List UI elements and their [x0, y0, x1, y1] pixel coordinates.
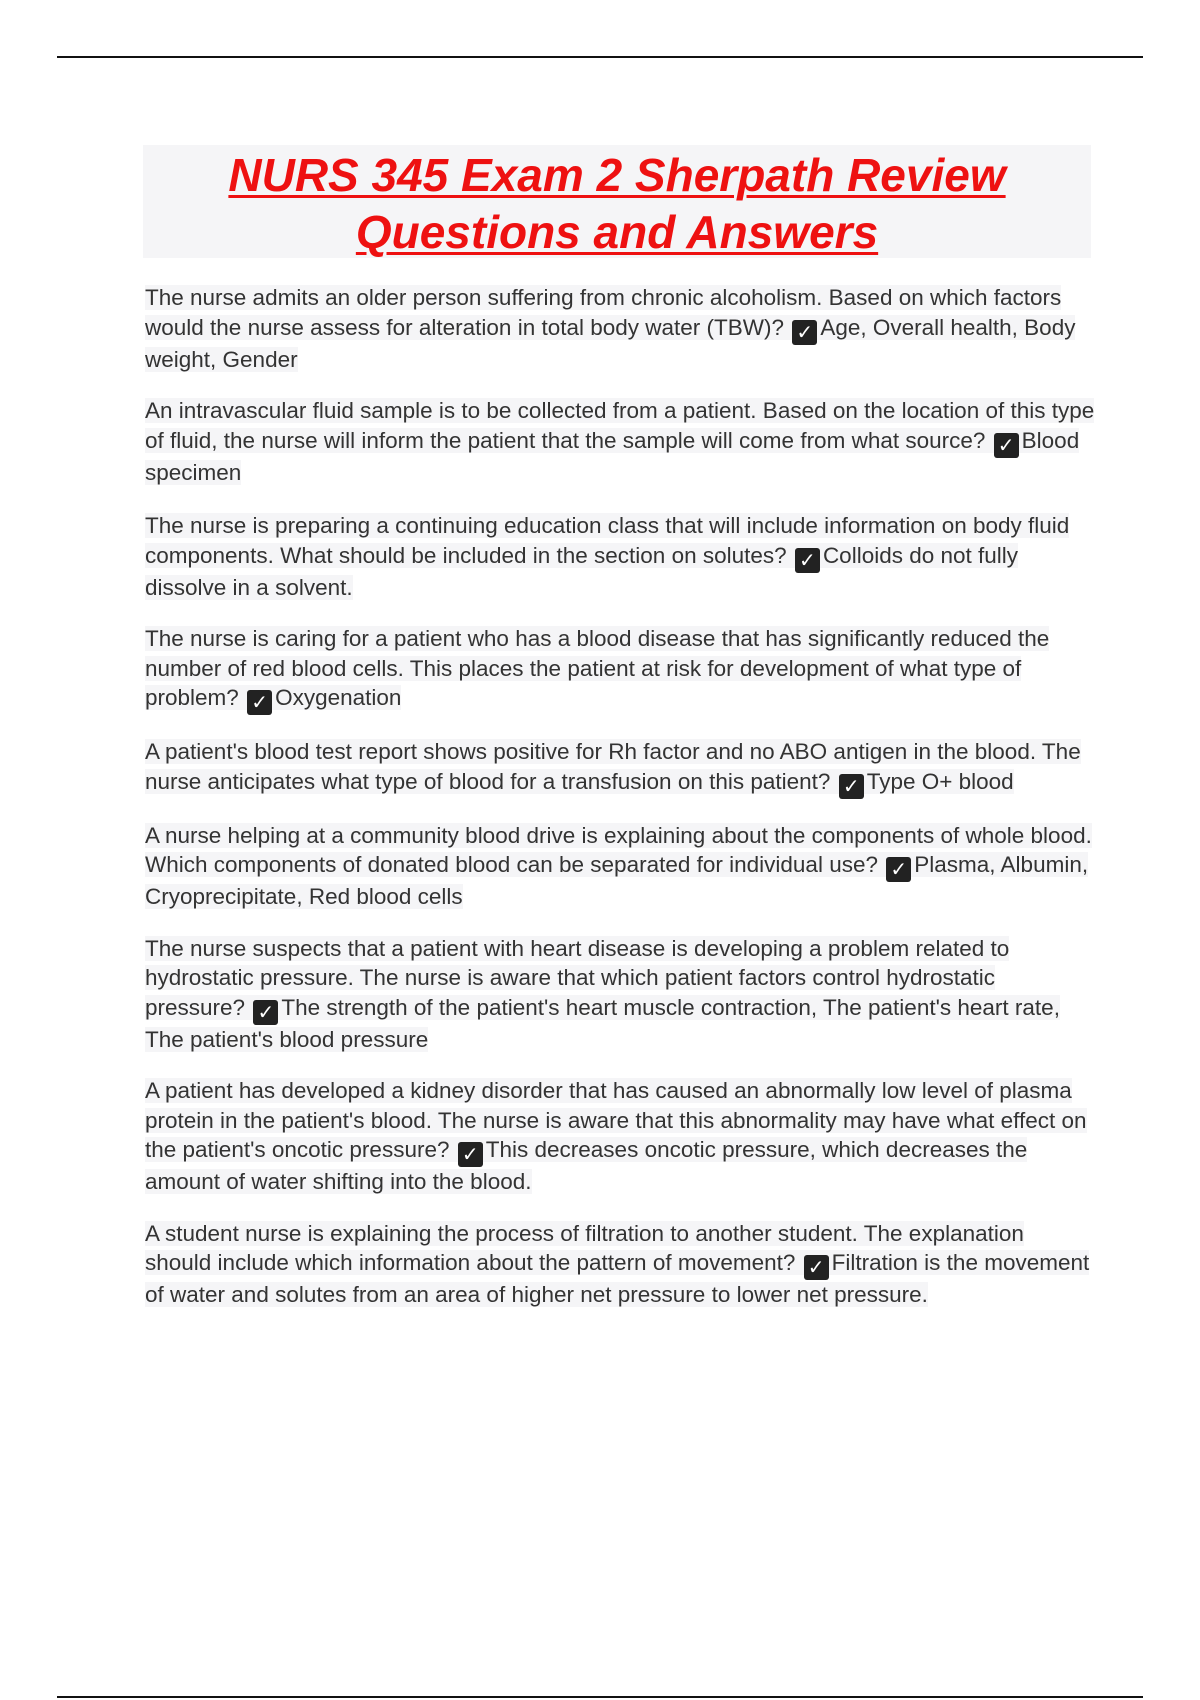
answer-text: Type O+ blood: [866, 768, 1014, 794]
answer-text: Colloids do not fully dissolve in a solvent.: [145, 542, 1019, 600]
qa-item: [145, 737, 1095, 799]
qa-item: [145, 1219, 1095, 1310]
answer-text: Oxygenation: [275, 685, 402, 710]
qa-item: [145, 283, 1095, 374]
answer-text: Plasma, Albumin, Cryoprecipitate, Red blood cells: [145, 852, 1089, 909]
title-line-2: Questions and Answers: [355, 206, 879, 258]
checkmark-icon: ✓: [792, 320, 817, 345]
question-text: An intravascular fluid sample is to be collected from a patient. Based on the location of this type of fluid, the nurse will inform the patient that the sample will come from what source?: [145, 398, 1095, 453]
question-text: The nurse is preparing a continuing education class that will include information on body fluid components. What should be included in the section on solutes?: [145, 513, 1070, 568]
checkmark-icon: ✓: [458, 1142, 483, 1167]
question-text: The nurse admits an older person suffering from chronic alcoholism. Based on which factors would the nurse assess for alteration in total body water (TBW)?: [145, 285, 1062, 340]
answer-text: Age, Overall health, Body weight, Gender: [145, 314, 1076, 372]
title-banner: [143, 145, 1091, 258]
top-divider: [57, 56, 1143, 58]
qa-item: [145, 1076, 1095, 1197]
answer-text: The strength of the patient's heart muscle contraction, The patient's heart rate, The patient's blood pressure: [145, 994, 1060, 1052]
question-text: A nurse helping at a community blood drive is explaining about the components of whole blood. Which components of donated blood can be separated for individual use?: [145, 822, 1092, 877]
checkmark-icon: ✓: [253, 1000, 278, 1025]
bottom-divider: [57, 1696, 1143, 1698]
checkmark-icon: ✓: [839, 774, 864, 799]
title-line-1: NURS 345 Exam 2 Sherpath Review: [228, 149, 1006, 201]
question-text: A student nurse is explaining the process of filtration to another student. The explanation should include which information about the pattern of movement?: [145, 1220, 1024, 1275]
checkmark-icon: ✓: [886, 857, 911, 882]
answer-text: This decreases oncotic pressure, which decreases the amount of water shifting into the blood.: [145, 1137, 1028, 1194]
question-text: A patient's blood test report shows positive for Rh factor and no ABO antigen in the blood. The nurse anticipates what type of blood for a transfusion on this patient?: [145, 739, 1081, 794]
question-text: The nurse is caring for a patient who has a blood disease that has significantly reduced the number of red blood cells. This places the patient at risk for development of what type of problem?: [145, 626, 1050, 710]
document-title: [143, 145, 1091, 261]
answer-text: Filtration is the movement of water and solutes from an area of higher net pressure to lower net pressure.: [145, 1250, 1090, 1307]
checkmark-icon: ✓: [804, 1255, 829, 1280]
qa-item: [145, 934, 1095, 1055]
qa-item: [145, 396, 1095, 487]
qa-item: [145, 511, 1095, 602]
qa-item: [145, 821, 1095, 912]
checkmark-icon: ✓: [795, 548, 820, 573]
qa-list: [145, 283, 1095, 1310]
answer-text: Blood specimen: [145, 427, 1080, 485]
qa-item: [145, 624, 1095, 715]
checkmark-icon: ✓: [994, 433, 1019, 458]
question-text: A patient has developed a kidney disorder that has caused an abnormally low level of plasma protein in the patient's blood. The nurse is aware that this abnormality may have what effect on the patient's oncotic pressure?: [145, 1078, 1087, 1162]
checkmark-icon: ✓: [247, 690, 272, 715]
question-text: The nurse suspects that a patient with heart disease is developing a problem related to hydrostatic pressure. The nurse is aware that which patient factors control hydrostatic pressure?: [145, 935, 1010, 1020]
